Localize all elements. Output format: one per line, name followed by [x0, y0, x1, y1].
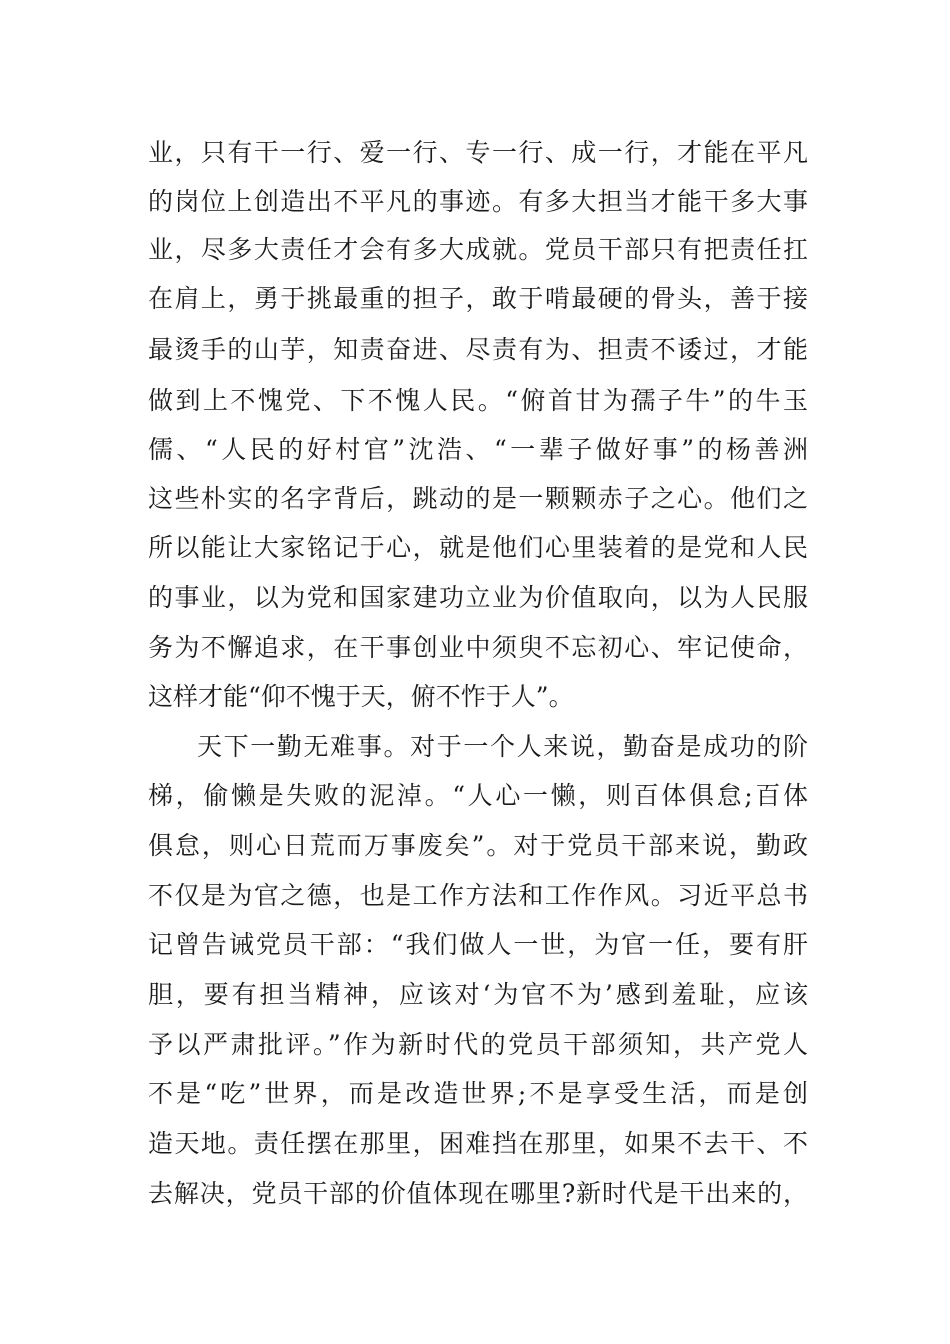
text-line: 予以严肃批评。”作为新时代的党员干部须知，共产党人: [148, 1030, 808, 1059]
text-line: 记曾告诫党员干部：“我们做人一世，为官一任，要有肝: [148, 930, 808, 959]
text-line: 业，只有干一行、爱一行、专一行、成一行，才能在平凡: [148, 138, 808, 167]
text-line: 所以能让大家铭记于心，就是他们心里装着的是党和人民: [148, 533, 808, 562]
text-line: 在肩上，勇于挑最重的担子，敢于啃最硬的骨头，善于接: [148, 284, 808, 313]
text-line: 业，尽多大责任才会有多大成就。党员干部只有把责任扛: [148, 235, 808, 264]
text-line: 儒、“人民的好村官”沈浩、“一辈子做好事”的杨善洲: [148, 435, 808, 464]
text-line: 梯，偷懒是失败的泥淖。“人心一懒，则百体俱怠;百体: [148, 781, 808, 810]
text-line: 这样才能“仰不愧于天，俯不怍于人”。: [148, 682, 574, 711]
text-line: 胆，要有担当精神，应该对‘为官不为’感到羞耻，应该: [148, 980, 808, 1009]
text-line: 去解决，党员干部的价值体现在哪里?新时代是干出来的，: [148, 1179, 808, 1208]
text-line: 俱怠，则心日荒而万事废矣”。对于党员干部来说，勤政: [148, 831, 808, 860]
text-line: 造天地。责任摆在那里，困难挡在那里，如果不去干、不: [148, 1129, 808, 1158]
text-line: 的事业，以为党和国家建功立业为价值取向，以为人民服: [148, 583, 808, 612]
text-line: 的岗位上创造出不平凡的事迹。有多大担当才能干多大事: [148, 187, 808, 216]
paragraph-first-line: 天下一勤无难事。对于一个人来说，勤奋是成功的阶: [197, 732, 808, 761]
text-line: 这些朴实的名字背后，跳动的是一颗颗赤子之心。他们之: [148, 484, 808, 513]
text-line: 做到上不愧党、下不愧人民。“俯首甘为孺子牛”的牛玉: [148, 386, 808, 415]
text-line: 不仅是为官之德，也是工作方法和工作作风。习近平总书: [148, 881, 808, 910]
text-line: 最烫手的山芋，知责奋进、尽责有为、担责不诿过，才能: [148, 335, 808, 364]
text-line: 不是“吃”世界，而是改造世界;不是享受生活，而是创: [148, 1079, 808, 1108]
text-line: 务为不懈追求，在干事创业中须臾不忘初心、牢记使命，: [148, 633, 808, 662]
